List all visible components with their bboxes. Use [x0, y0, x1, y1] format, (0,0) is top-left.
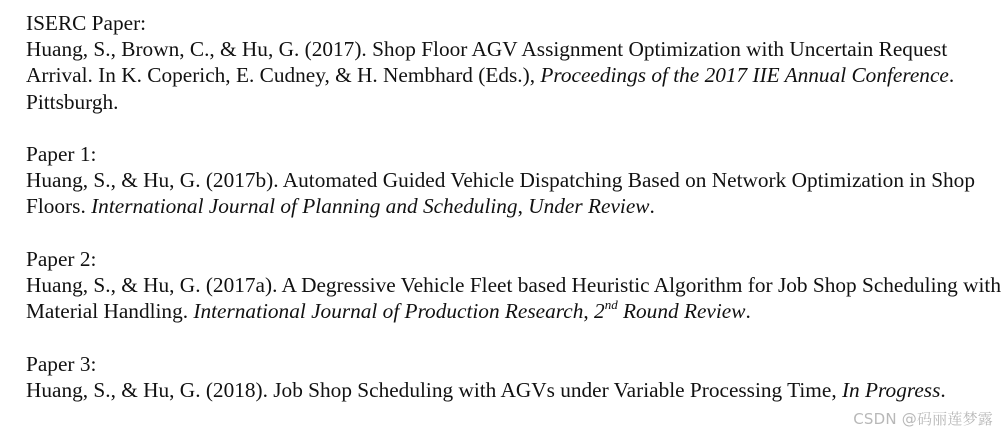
reference-title: A Degressive Vehicle Fleet based Heuristic Algorithm for Job Shop Scheduling with Material Handling. — [26, 273, 1002, 324]
reference-text — [26, 377, 1001, 403]
entry-paper-2 — [26, 246, 1001, 325]
csdn-watermark: CSDN @码丽莲梦露 — [853, 410, 993, 428]
reference-title: Automated Guided Vehicle Dispatching Based on Network Optimization in Shop Floors. — [26, 168, 975, 219]
reference-tail: . — [745, 299, 751, 324]
reference-status: In Progress — [841, 377, 941, 402]
entry-iserc-paper — [26, 10, 1001, 115]
reference-authors: Huang, S., & Hu, G. (2017a). — [26, 273, 282, 297]
reference-tail: . — [940, 377, 946, 402]
reference-status-superscript: nd — [604, 297, 618, 313]
reference-text — [26, 167, 1001, 219]
reference-title: Shop Floor AGV Assignment Optimization with Uncertain Request Arrival. In K. Coperich, E. Cudney, & H. Nembhard (Eds.), — [26, 37, 948, 88]
reference-separator: , — [583, 299, 595, 324]
reference-status: Round Review — [617, 299, 746, 324]
reference-status-number: 2 — [594, 299, 605, 324]
entry-heading: Paper 3: — [26, 351, 97, 376]
reference-authors: Huang, S., Brown, C., & Hu, G. (2017). — [26, 37, 373, 62]
entry-heading: Paper 2: — [26, 246, 97, 271]
entry-heading: ISERC Paper: — [26, 11, 147, 35]
reference-venue: Proceedings of the 2017 IIE Annual Conference — [540, 63, 949, 88]
reference-status: Under Review — [528, 194, 650, 219]
reference-tail: . — [649, 194, 655, 219]
reference-title: Job Shop Scheduling with AGVs under Variable Processing Time, — [273, 377, 842, 402]
reference-text — [26, 36, 1001, 115]
reference-text — [26, 272, 1001, 324]
reference-authors: Huang, S., & Hu, G. (2017b). — [26, 168, 283, 193]
reference-venue: International Journal of Planning and Scheduling — [91, 194, 518, 219]
document-body — [26, 10, 1001, 429]
entry-paper-3 — [26, 351, 1001, 403]
entry-paper-1 — [26, 141, 1001, 220]
reference-separator: , — [517, 194, 529, 219]
reference-venue: International Journal of Production Research — [193, 299, 584, 324]
reference-tail: . Pittsburgh. — [26, 63, 955, 114]
entry-heading: Paper 1: — [26, 142, 97, 166]
reference-authors: Huang, S., & Hu, G. (2018). — [26, 377, 274, 402]
